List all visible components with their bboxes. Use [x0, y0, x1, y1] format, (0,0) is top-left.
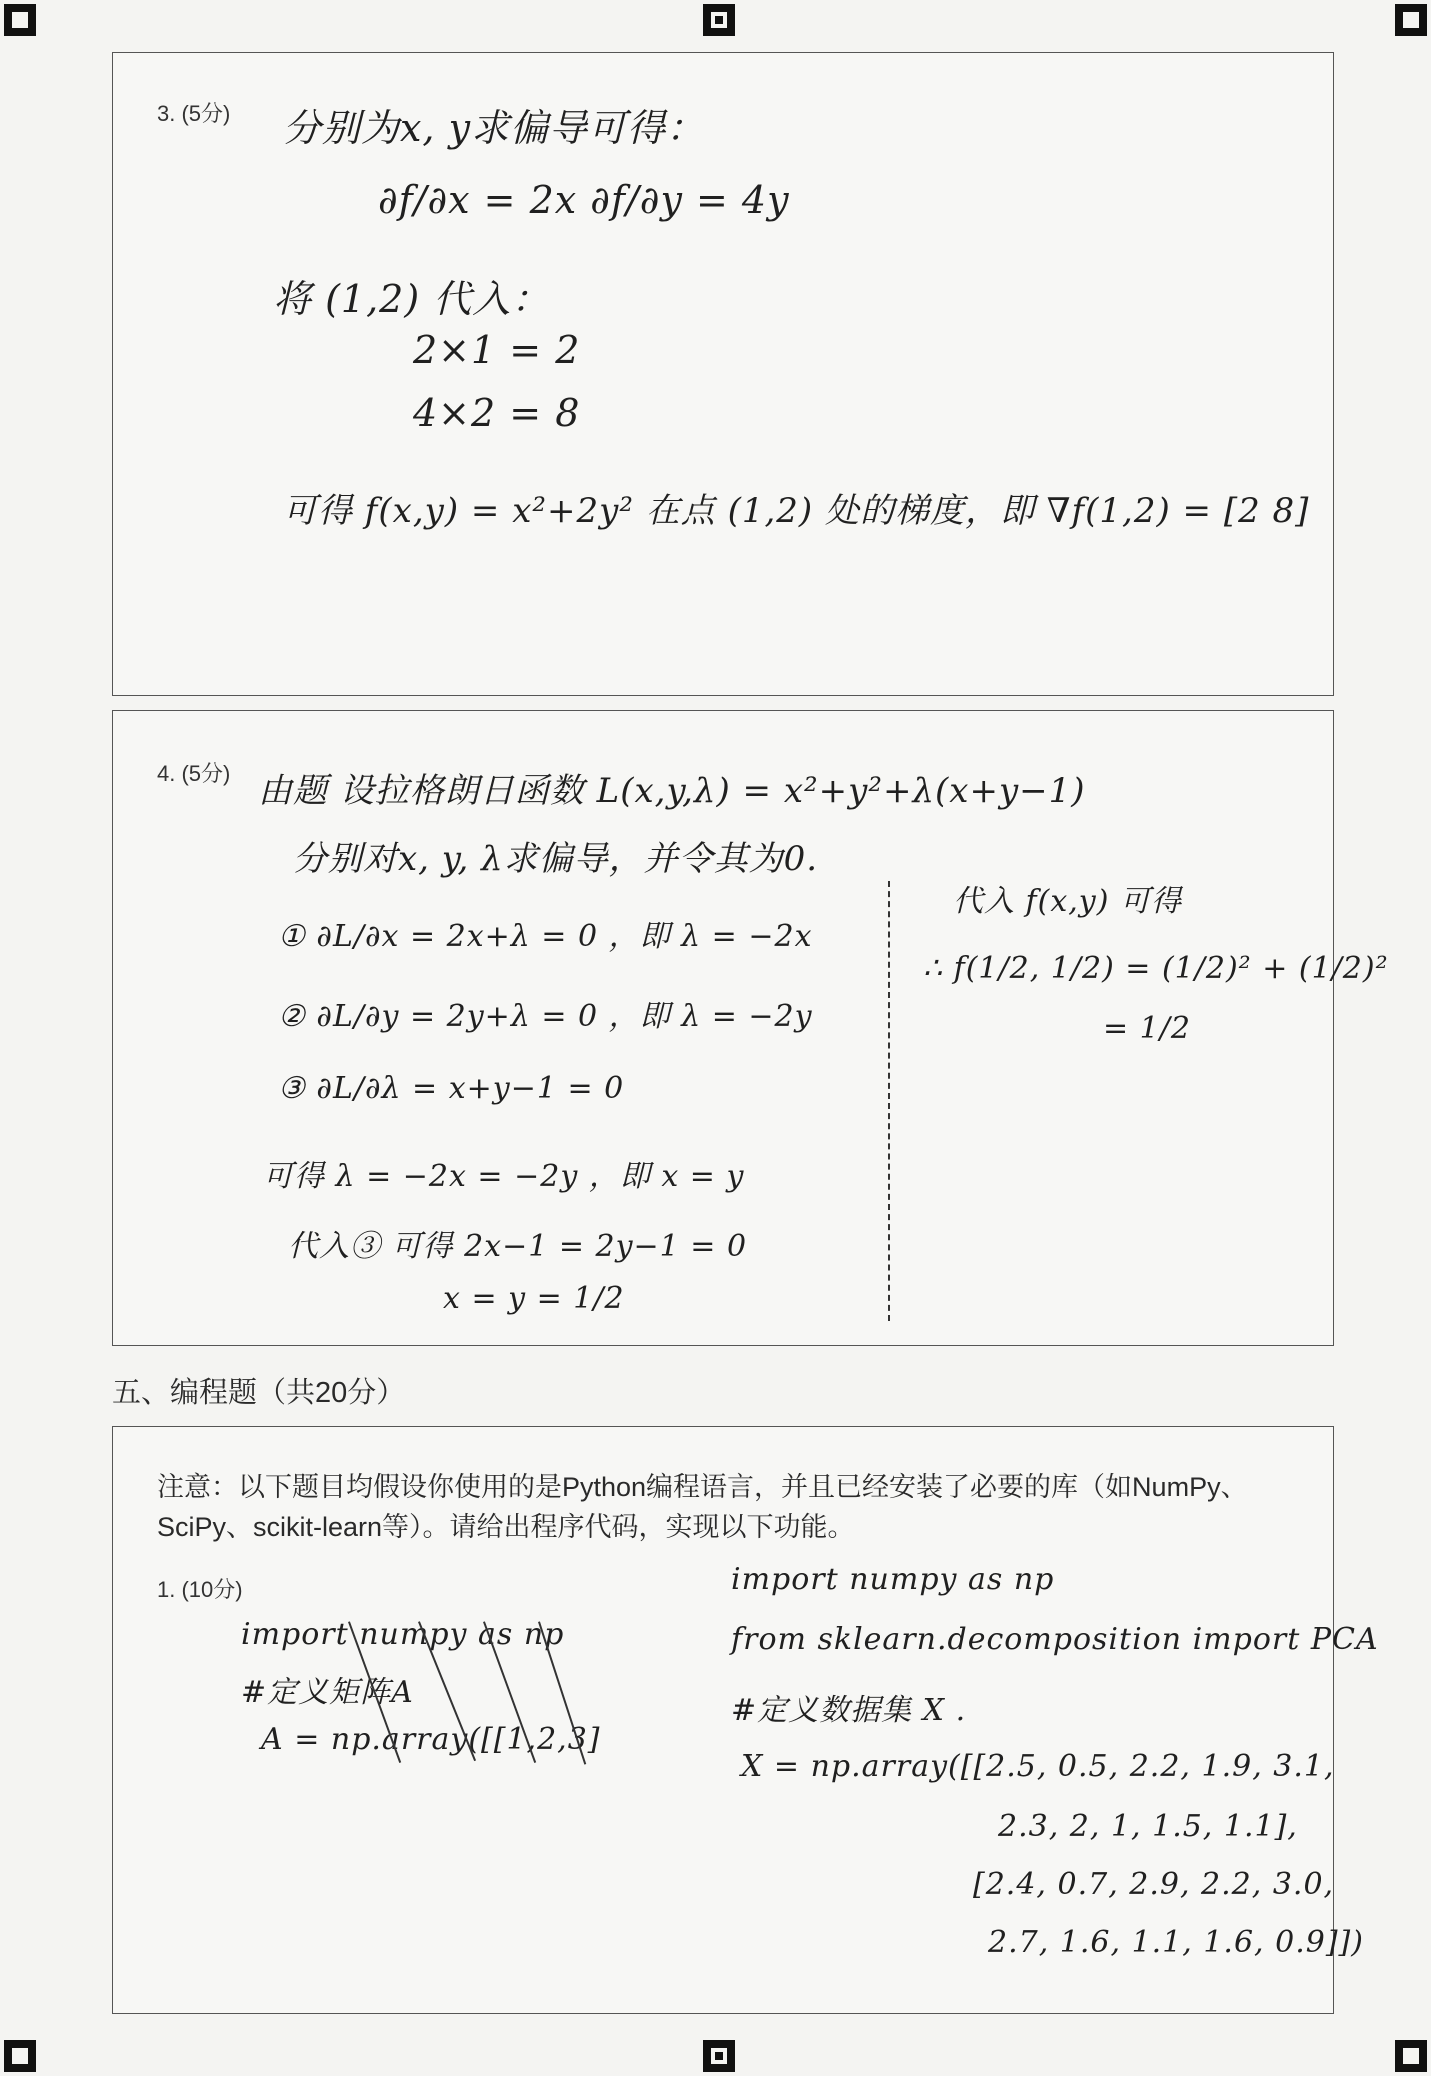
- q4-left-line-4: ② ∂L/∂y = 2y+λ = 0 ，即 λ = −2y: [278, 999, 813, 1034]
- corner-marker-bottom-left: [4, 2040, 36, 2072]
- q4-left-line-6: 可得 λ = −2x = −2y ，即 x = y: [263, 1159, 745, 1194]
- corner-marker-top-right: [1395, 4, 1427, 36]
- code-line-1: import numpy as np: [731, 1562, 1055, 1597]
- alignment-marker-top-center: [703, 4, 735, 36]
- q3-line-5: 4×2 = 8: [413, 391, 581, 435]
- q4-left-line-8: x = y = 1/2: [443, 1281, 625, 1316]
- q4-left-line-5: ③ ∂L/∂λ = x+y−1 = 0: [278, 1071, 625, 1106]
- q4-right-line-1: 代入 f(x,y) 可得: [953, 884, 1182, 919]
- code-line-6: [2.4, 0.7, 2.9, 2.2, 3.0,: [973, 1867, 1335, 1902]
- programming-note: 注意：以下题目均假设你使用的是Python编程语言，并且已经安装了必要的库（如NumPy、SciPy、scikit-learn等）。请给出程序代码，实现以下功能。: [157, 1472, 1248, 1542]
- crossed-code-line-3: A = np.array([[1,2,3]: [261, 1722, 601, 1757]
- q4-right-line-3: = 1/2: [1103, 1011, 1191, 1046]
- q4-left-line-1: 由题 设拉格朗日函数 L(x,y,λ) = x²+y²+λ(x+y−1): [258, 771, 1086, 811]
- q4-left-line-7: 代入③ 可得 2x−1 = 2y−1 = 0: [288, 1229, 748, 1264]
- column-divider: [888, 881, 890, 1321]
- q3-line-3: 将 (1,2) 代入：: [273, 277, 551, 321]
- answer-box-q3: [112, 52, 1334, 696]
- question-label-q3: 3. (5分): [157, 101, 231, 126]
- code-line-3: #定义数据集 X .: [731, 1693, 967, 1728]
- alignment-marker-bottom-center: [703, 2040, 735, 2072]
- answer-box-programming: [112, 1426, 1379, 2014]
- corner-marker-bottom-right: [1395, 2040, 1427, 2072]
- answer-box-q4: [112, 710, 1389, 1346]
- q3-line-1: 分别为x, y求偏导可得：: [283, 106, 706, 150]
- q4-left-line-2: 分别对x, y, λ求偏导，并令其为0.: [293, 839, 819, 879]
- question-label-prog-1: 1. (10分): [157, 1577, 243, 1602]
- q4-left-line-3: ① ∂L/∂x = 2x+λ = 0 ，即 λ = −2x: [278, 919, 813, 954]
- question-label-q4: 4. (5分): [157, 761, 231, 786]
- q3-line-6: 可得 f(x,y) = x²+2y² 在点 (1,2) 处的梯度，即 ∇f(1,2) = [2 8]: [283, 491, 1310, 531]
- q3-line-2: ∂f/∂x = 2x ∂f/∂y = 4y: [378, 178, 790, 222]
- code-line-7: 2.7, 1.6, 1.1, 1.6, 0.9]]): [988, 1925, 1364, 1960]
- crossed-code-line-2: #定义矩阵A: [241, 1675, 414, 1710]
- code-line-2: from sklearn.decomposition import PCA: [731, 1622, 1379, 1657]
- q4-right-line-2: ∴ f(1/2, 1/2) = (1/2)² + (1/2)²: [923, 951, 1389, 986]
- q3-line-4: 2×1 = 2: [413, 328, 581, 372]
- crossed-code-line-1: import numpy as np: [241, 1617, 565, 1652]
- code-line-4: X = np.array([[2.5, 0.5, 2.2, 1.9, 3.1,: [741, 1749, 1335, 1784]
- code-line-5: 2.3, 2, 1, 1.5, 1.1],: [998, 1809, 1298, 1844]
- corner-marker-top-left: [4, 4, 36, 36]
- section-title: 五、编程题（共20分）: [112, 1377, 406, 1409]
